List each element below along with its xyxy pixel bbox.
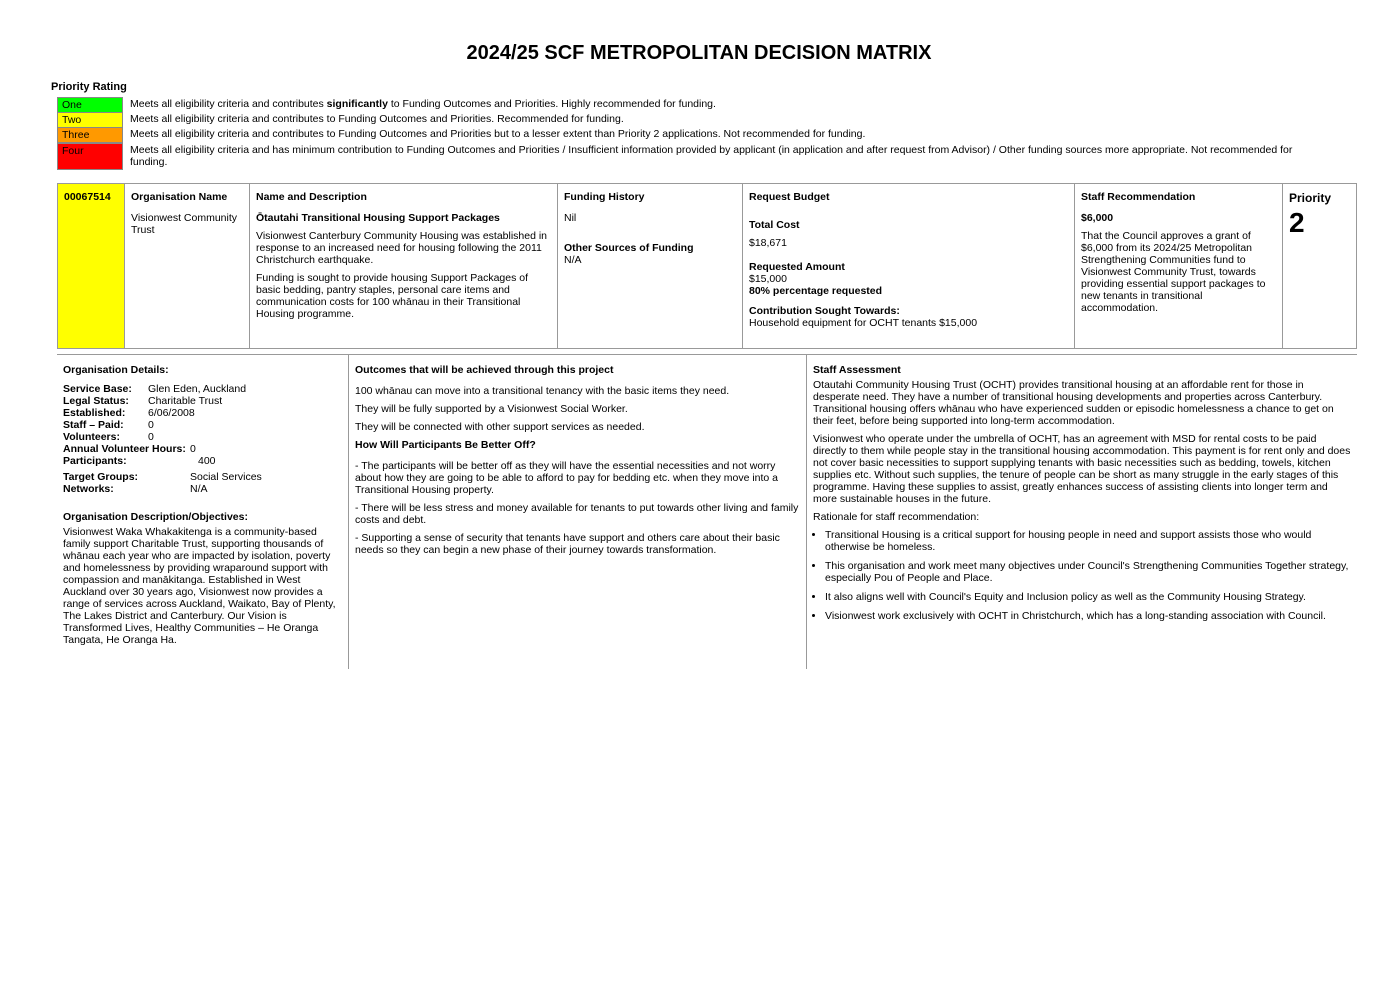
outcomes-heading: Outcomes that will be achieved through this project	[355, 364, 614, 376]
requested-amount-label: Requested Amount	[749, 261, 845, 273]
description-cell	[250, 184, 558, 348]
org-field	[63, 383, 342, 395]
priority-swatch: Four	[57, 143, 123, 170]
org-field	[63, 455, 342, 467]
org-field-label: Established:	[63, 407, 126, 419]
priority-heading: Priority	[1289, 191, 1332, 205]
outcome-items	[355, 385, 800, 433]
org-field-label: Networks:	[63, 483, 114, 495]
description-paragraph: Funding is sought to provide housing Support Packages of basic bedding, pantry staples, personal care items and communication costs for 100 whānau in their Transitional Housing programme.	[256, 272, 529, 320]
priority-description: Meets all eligibility criteria and contributes significantly to Funding Outcomes and Priorities. Highly recommended for funding.	[130, 98, 716, 110]
org-name-heading: Organisation Name	[131, 191, 228, 203]
priority-swatch: Two	[57, 112, 123, 128]
requested-amount-value: $15,000	[749, 273, 787, 285]
org-field-value: Social Services	[190, 471, 262, 483]
other-sources-heading: Other Sources of Funding	[564, 242, 694, 254]
org-fields-secondary	[63, 471, 342, 495]
org-field-label: Service Base:	[63, 383, 132, 395]
priority-description: Meets all eligibility criteria and contributes to Funding Outcomes and Priorities. Recommended for funding.	[130, 113, 624, 125]
priority-rating-row	[57, 112, 1307, 128]
organisation-details	[57, 355, 349, 669]
org-field-value: N/A	[190, 483, 208, 495]
priority-description: Meets all eligibility criteria and contributes to Funding Outcomes and Priorities but to a lesser extent than Priority 2 applications. Not recommended for funding.	[130, 128, 866, 140]
org-field-value: 6/06/2008	[148, 407, 195, 419]
org-field-label: Annual Volunteer Hours:	[63, 443, 186, 455]
priority-swatch: One	[57, 97, 123, 113]
rationale-heading: Rationale for staff recommendation:	[813, 511, 980, 523]
org-field-value: 0	[190, 443, 196, 455]
outcome-item: They will be fully supported by a Visionwest Social Worker.	[355, 403, 628, 415]
rationale-item: • This organisation and work meet many objectives under Council's Strengthening Communities Together strategy, especially Pou of People and Place.	[825, 560, 1351, 584]
staff-assessment-paragraph: Visionwest who operate under the umbrella of OCHT, has an agreement with MSD for rental costs to be paid directly to them while people stay in the transitional housing accommodation. This payment is for rent only and does not cover basic necessities to support supplying tenants with basic necessities such as bedding, towels, kitchen supplies etc. Without such supplies, the tenure of people can be short as many struggle in the early stages of this programme. Having these supplies to assist, greatly enhances success of assisting clients into longer term and more sustainable houses in the future.	[813, 433, 1351, 505]
better-off-item: - There will be less stress and money available for tenants to put towards other living and family costs and debt.	[355, 502, 799, 526]
better-off-items	[355, 460, 800, 556]
rationale-item: • Transitional Housing is a critical support for housing people in need and support assists those who would otherwise be homeless.	[825, 529, 1351, 553]
priority-value: 2	[1289, 207, 1305, 238]
org-field	[63, 407, 342, 419]
priority-cell	[1283, 184, 1356, 348]
application-id: 00067514	[58, 184, 125, 348]
org-description-heading: Organisation Description/Objectives:	[63, 511, 248, 523]
staff-recommendation-heading: Staff Recommendation	[1081, 191, 1196, 203]
page-title: 2024/25 SCF METROPOLITAN DECISION MATRIX	[466, 42, 932, 64]
funding-history-value: Nil	[564, 212, 577, 224]
description-heading: Name and Description	[256, 191, 367, 203]
priority-rating-row	[57, 97, 1307, 113]
outcome-item: They will be connected with other support services as needed.	[355, 421, 645, 433]
staff-assessment-paragraph: Otautahi Community Housing Trust (OCHT) provides transitional housing at an affordable rent for those in desperate need. They have a number of transitional housing developments and properties across Canterbury. Transitional housing offers whānau who have experienced sudden or episodic homelessness a chance to get on their feet, before being supported into long-term accommodation.	[813, 379, 1334, 427]
total-cost-value: $18,671	[749, 237, 787, 249]
org-field-value: Charitable Trust	[148, 395, 223, 407]
staff-recommendation-text: That the Council approves a grant of $6,000 from its 2024/25 Metropolitan Strengthening Communities fund to Visionwest Community Trust, towards providing essential support packages to new tenants in transitional accommodation.	[1081, 230, 1266, 314]
org-field-value: 0	[148, 419, 154, 431]
org-description: Visionwest Waka Whakakitenga is a community-based family support Charitable Trust, supporting thousands of whānau each year who are impacted by isolation, poverty and homelessness by providing wraparound support with compassion and manākitanga. Established in West Auckland over 30 years ago, Visionwest now provides a range of services across Auckland, Waikato, Bay of Plenty, The Lakes District and Canterbury. Our Vision is Transformed Lives, Healthy Communities – He Oranga Tangata, He Oranga Ha.	[63, 526, 336, 646]
priority-rating-row	[57, 143, 1307, 170]
outcomes-section	[349, 355, 807, 669]
request-budget-heading: Request Budget	[749, 191, 830, 203]
org-name-cell	[125, 184, 250, 348]
contribution-value: Household equipment for OCHT tenants $15,000	[749, 317, 978, 329]
funding-history-cell	[558, 184, 743, 348]
org-field	[63, 471, 342, 483]
percentage-requested: 80% percentage requested	[749, 285, 883, 297]
priority-rating-heading: Priority Rating	[51, 81, 127, 93]
staff-recommendation-cell	[1075, 184, 1283, 348]
better-off-item: - The participants will be better off as they will have the essential necessities and not worry about how they are going to be able to afford to pay for bedding etc. when they move into a Transitional Housing property.	[355, 460, 779, 496]
staff-assessment-heading: Staff Assessment	[813, 364, 901, 376]
org-field-label: Participants:	[63, 455, 127, 467]
project-name: Ōtautahi Transitional Housing Support Packages	[256, 212, 500, 224]
total-cost-label: Total Cost	[749, 219, 800, 231]
org-details-heading: Organisation Details:	[63, 364, 169, 376]
contribution-label: Contribution Sought Towards:	[749, 305, 900, 317]
details-section	[57, 354, 1357, 669]
better-off-item: - Supporting a sense of security that tenants have support and others care about their basic needs so they can begin a new phase of their journey towards transformation.	[355, 532, 780, 556]
org-field	[63, 431, 342, 443]
rationale-list	[813, 529, 1351, 622]
org-field-label: Legal Status:	[63, 395, 129, 407]
priority-swatch: Three	[57, 127, 123, 143]
org-fields	[63, 383, 342, 467]
priority-rating-row	[57, 127, 1307, 143]
staff-recommendation-amount: $6,000	[1081, 212, 1114, 224]
rationale-item: • Visionwest work exclusively with OCHT in Christchurch, which has a long-standing association with Council.	[825, 610, 1351, 622]
org-field	[63, 443, 342, 455]
org-field-value: Glen Eden, Auckland	[148, 383, 247, 395]
org-field-value: 400	[198, 455, 216, 467]
org-field	[63, 419, 342, 431]
other-sources-value: N/A	[564, 254, 582, 266]
org-field-value: 0	[148, 431, 154, 443]
better-off-heading: How Will Participants Be Better Off?	[355, 439, 536, 451]
org-field	[63, 395, 342, 407]
staff-assessment-section	[807, 355, 1357, 669]
funding-history-heading: Funding History	[564, 191, 645, 203]
outcome-item: 100 whānau can move into a transitional tenancy with the basic items they need.	[355, 385, 730, 397]
org-field-label: Volunteers:	[63, 431, 120, 443]
org-field-label: Target Groups:	[63, 471, 139, 483]
org-field-label: Staff – Paid:	[63, 419, 124, 431]
request-budget-cell	[743, 184, 1075, 348]
application-summary-table	[57, 183, 1357, 349]
priority-description: Meets all eligibility criteria and has minimum contribution to Funding Outcomes and Priorities / Insufficient information provided by applicant (in application and after request from Advisor) / Other funding sources more appropriate. Not recommended for funding.	[130, 144, 1293, 168]
description-paragraph: Visionwest Canterbury Community Housing was established in response to an increased need for housing following the 2011 Christchurch earthquake.	[256, 230, 548, 266]
org-field	[63, 483, 342, 495]
rationale-item: • It also aligns well with Council's Equity and Inclusion policy as well as the Community Housing Strategy.	[825, 591, 1351, 603]
org-name: Visionwest Community Trust	[131, 212, 238, 236]
